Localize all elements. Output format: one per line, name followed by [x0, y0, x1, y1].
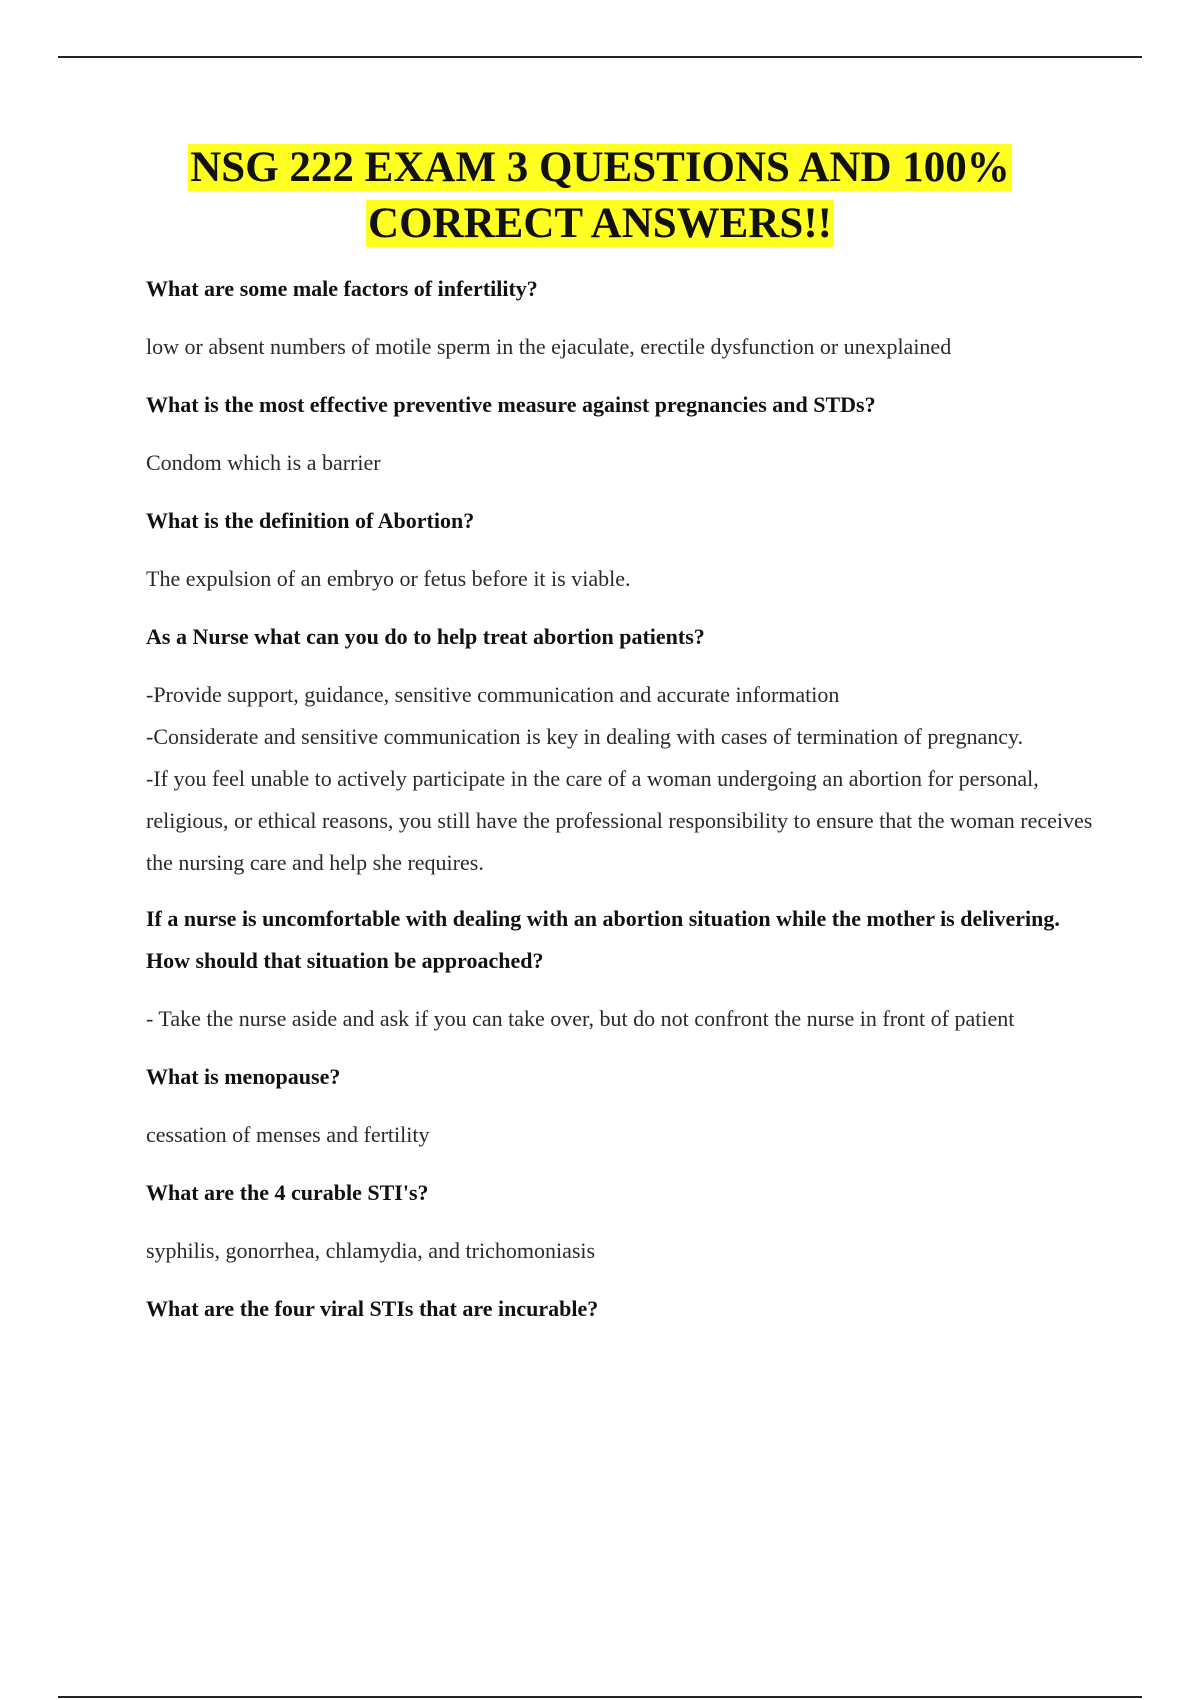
title-line-1-text: NSG 222 EXAM 3 QUESTIONS AND 100%	[190, 144, 1010, 191]
title-line-2-text: CORRECT ANSWERS!!	[368, 200, 832, 247]
question-4: As a Nurse what can you do to help treat abortion patients?	[146, 624, 705, 649]
answer-5: - Take the nurse aside and ask if you can take over, but do not confront the nurse in front of patient	[146, 1006, 1015, 1031]
document-title	[0, 140, 1200, 252]
answer-1: low or absent numbers of motile sperm in the ejaculate, erectile dysfunction or unexplained	[146, 334, 952, 359]
question-5: If a nurse is uncomfortable with dealing with an abortion situation while the mother is delivering. How should that situation be approached?	[146, 906, 1060, 973]
question-1: What are some male factors of infertility?	[146, 276, 538, 301]
title-line-1	[0, 140, 1200, 196]
question-2: What is the most effective preventive measure against pregnancies and STDs?	[146, 392, 876, 417]
answer-4-line-2: -Considerate and sensitive communication is key in dealing with cases of termination of pregnancy.	[146, 724, 1024, 749]
title-line-2	[0, 196, 1200, 252]
question-6: What is menopause?	[146, 1064, 341, 1089]
answer-4-line-3: -If you feel unable to actively participate in the care of a woman undergoing an abortion for personal, religious, or ethical reasons, you still have the professional responsibility to ensure that the woman receives the nursing care and help she requires.	[146, 766, 1093, 875]
answer-6: cessation of menses and fertility	[146, 1122, 430, 1147]
answer-4	[146, 674, 1106, 884]
bottom-rule	[58, 1696, 1142, 1698]
question-7: What are the 4 curable STI's?	[146, 1180, 429, 1205]
answer-2: Condom which is a barrier	[146, 450, 381, 475]
top-rule	[58, 56, 1142, 58]
answer-4-line-1: -Provide support, guidance, sensitive communication and accurate information	[146, 682, 840, 707]
answer-7: syphilis, gonorrhea, chlamydia, and trichomoniasis	[146, 1238, 596, 1263]
answer-3: The expulsion of an embryo or fetus before it is viable.	[146, 566, 631, 591]
question-3: What is the definition of Abortion?	[146, 508, 475, 533]
qa-list	[146, 268, 1106, 1346]
question-8: What are the four viral STIs that are incurable?	[146, 1296, 599, 1321]
